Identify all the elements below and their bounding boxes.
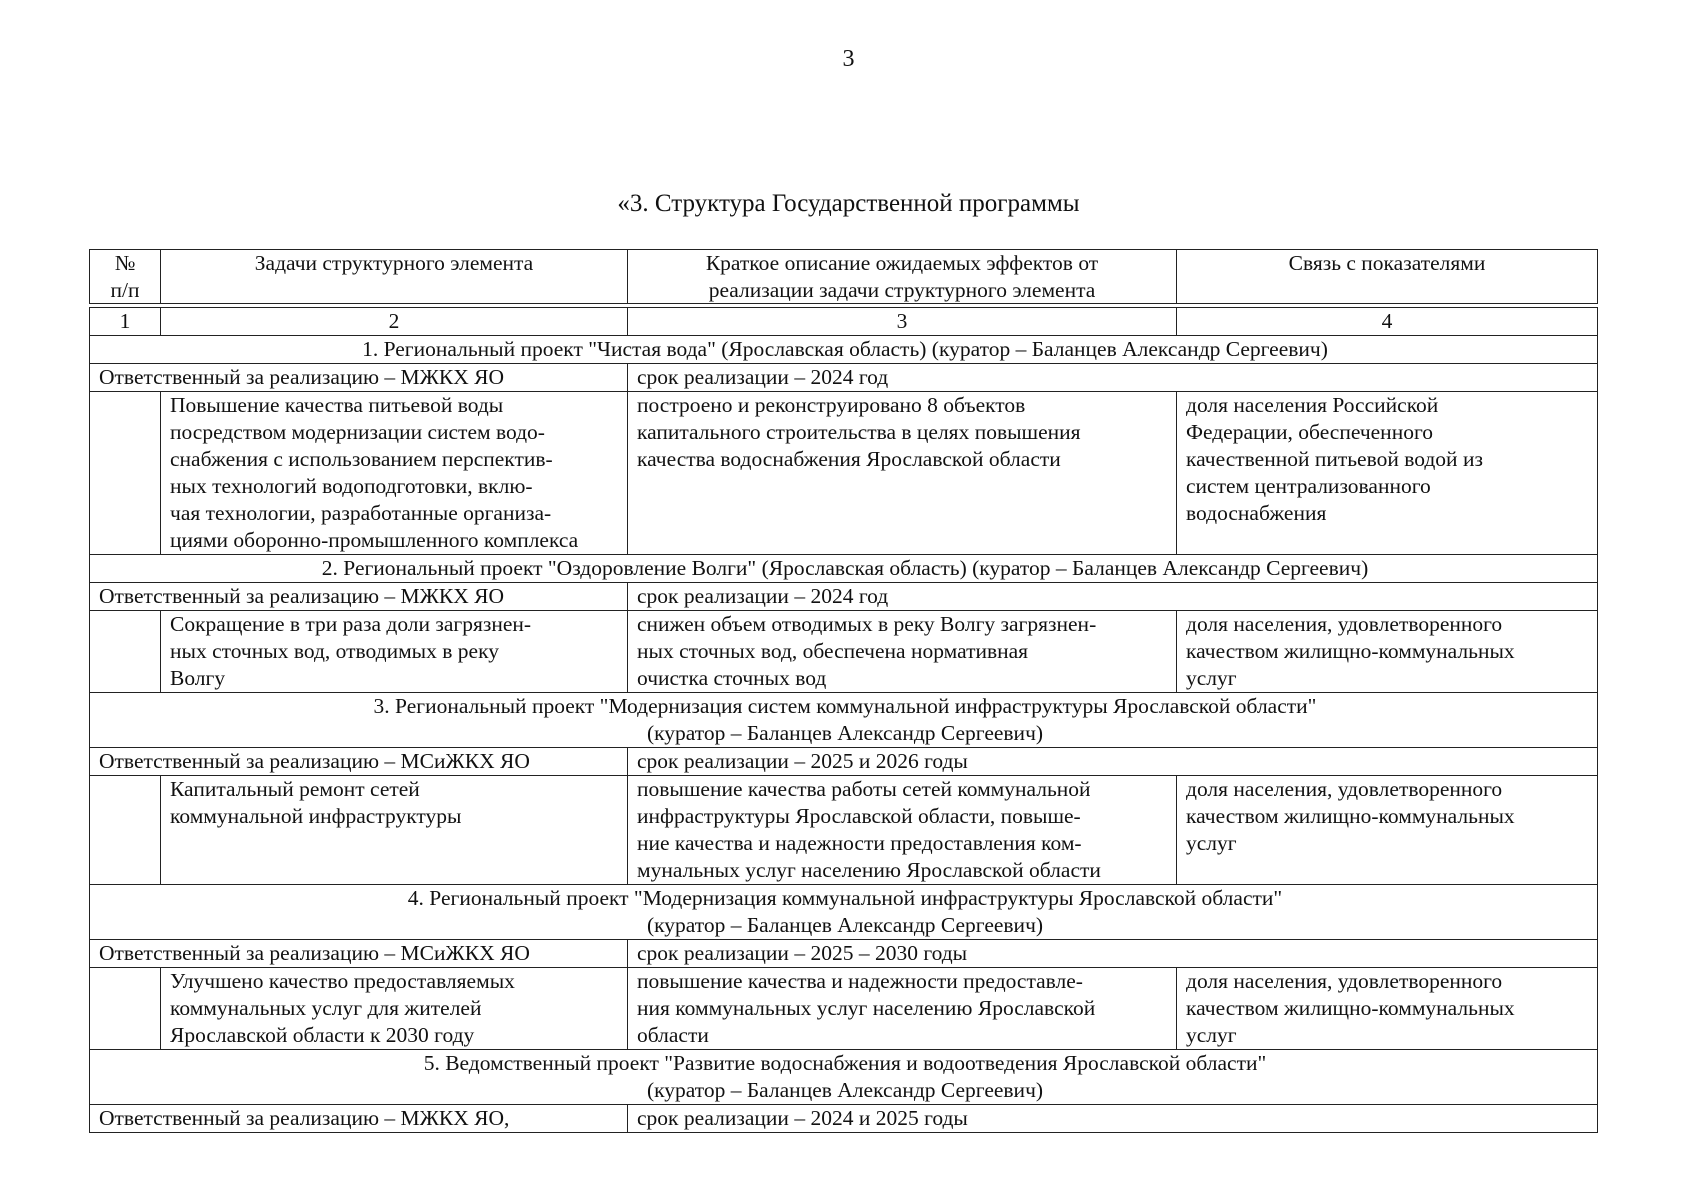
- indicator-cell: доля населения Российской Федерации, обеспеченного качественной питьевой водой из систем централизованного водоснабжения: [1177, 392, 1598, 555]
- term-text: срок реализации – 2024 и 2025 годы: [628, 1105, 1598, 1133]
- responsible-text: Ответственный за реализацию – МСиЖКХ ЯО: [90, 940, 628, 968]
- column-number: 4: [1177, 308, 1598, 336]
- effect-cell: повышение качества и надежности предоставле- ния коммунальных услуг населению Ярославской области: [628, 968, 1177, 1050]
- header-indicators: Связь с показателями: [1177, 250, 1598, 304]
- header-effects: Краткое описание ожидаемых эффектов от реализации задачи структурного элемента: [628, 250, 1177, 304]
- section-title: «3. Структура Государственной программы: [617, 190, 1080, 217]
- indicator-cell: доля населения, удовлетворенного качеством жилищно-коммунальных услуг: [1177, 611, 1598, 693]
- column-number-row: [90, 308, 1598, 336]
- indicator-cell: доля населения, удовлетворенного качеством жилищно-коммунальных услуг: [1177, 776, 1598, 885]
- responsible-row: [90, 1105, 1598, 1133]
- term-text: срок реализации – 2025 – 2030 годы: [628, 940, 1598, 968]
- task-row: [90, 776, 1598, 885]
- task-cell: Сокращение в три раза доли загрязнен- ных сточных вод, отводимых в реку Волгу: [161, 611, 628, 693]
- project-row: [90, 1050, 1598, 1105]
- column-number: 2: [161, 308, 628, 336]
- project-title: 1. Региональный проект "Чистая вода" (Ярославская область) (куратор – Баланцев Александр Сергеевич): [90, 336, 1598, 364]
- row-number-cell: [90, 611, 161, 693]
- project-row: [90, 555, 1598, 583]
- indicator-cell: доля населения, удовлетворенного качеством жилищно-коммунальных услуг: [1177, 968, 1598, 1050]
- project-title: 3. Региональный проект "Модернизация систем коммунальной инфраструктуры Ярославской области" (куратор – Баланцев Александр Сергеевич): [90, 693, 1598, 748]
- task-cell: Повышение качества питьевой воды посредством модернизации систем водо- снабжения с использованием перспектив- ных технологий водоподготовки, вклю- чая технологии, разработанные организа- циями оборонно-промышленного комплекса: [161, 392, 628, 555]
- responsible-text: Ответственный за реализацию – МЖКХ ЯО: [90, 364, 628, 392]
- project-row: [90, 693, 1598, 748]
- row-number-cell: [90, 968, 161, 1050]
- term-text: срок реализации – 2025 и 2026 годы: [628, 748, 1598, 776]
- structure-table: [89, 249, 1598, 1133]
- task-cell: Капитальный ремонт сетей коммунальной инфраструктуры: [161, 776, 628, 885]
- responsible-row: [90, 940, 1598, 968]
- effect-cell: построено и реконструировано 8 объектов капитального строительства в целях повышения качества водоснабжения Ярославской области: [628, 392, 1177, 555]
- responsible-row: [90, 583, 1598, 611]
- row-number-cell: [90, 392, 161, 555]
- project-title: 4. Региональный проект "Модернизация коммунальной инфраструктуры Ярославской области" (куратор – Баланцев Александр Сергеевич): [90, 885, 1598, 940]
- responsible-row: [90, 748, 1598, 776]
- term-text: срок реализации – 2024 год: [628, 583, 1598, 611]
- header-tasks: Задачи структурного элемента: [161, 250, 628, 304]
- project-title: 5. Ведомственный проект "Развитие водоснабжения и водоотведения Ярославской области" (куратор – Баланцев Александр Сергеевич): [90, 1050, 1598, 1105]
- table-header-row: [90, 250, 1598, 304]
- effect-cell: повышение качества работы сетей коммунальной инфраструктуры Ярославской области, повыше- ние качества и надежности предоставления ком- мунальных услуг населению Ярославской области: [628, 776, 1177, 885]
- responsible-text: Ответственный за реализацию – МЖКХ ЯО: [90, 583, 628, 611]
- task-row: [90, 968, 1598, 1050]
- term-text: срок реализации – 2024 год: [628, 364, 1598, 392]
- header-number: № п/п: [90, 250, 161, 304]
- effect-cell: снижен объем отводимых в реку Волгу загрязнен- ных сточных вод, обеспечена нормативная очистка сточных вод: [628, 611, 1177, 693]
- task-row: [90, 392, 1598, 555]
- task-row: [90, 611, 1598, 693]
- responsible-row: [90, 364, 1598, 392]
- project-row: [90, 336, 1598, 364]
- project-row: [90, 885, 1598, 940]
- row-number-cell: [90, 776, 161, 885]
- column-number: 1: [90, 308, 161, 336]
- task-cell: Улучшено качество предоставляемых коммунальных услуг для жителей Ярославской области к 2030 году: [161, 968, 628, 1050]
- project-title: 2. Региональный проект "Оздоровление Волги" (Ярославская область) (куратор – Баланцев Александр Сергеевич): [90, 555, 1598, 583]
- responsible-text: Ответственный за реализацию – МЖКХ ЯО,: [90, 1105, 628, 1133]
- responsible-text: Ответственный за реализацию – МСиЖКХ ЯО: [90, 748, 628, 776]
- column-number: 3: [628, 308, 1177, 336]
- page-number: 3: [842, 46, 855, 72]
